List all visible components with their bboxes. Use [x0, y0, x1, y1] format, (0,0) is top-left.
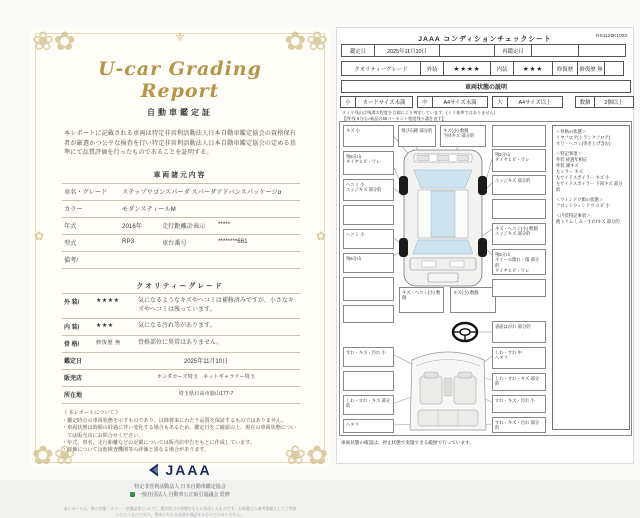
- callout-box-empty: [492, 279, 546, 297]
- callout-box: しわ・すれ・キズ 部分的: [492, 373, 546, 391]
- legend-key: 大: [492, 96, 508, 108]
- info-value: ホンダカーズ埼玉 ネットギャラリー埼玉: [156, 374, 256, 381]
- leader-lines: [392, 134, 492, 426]
- vehicle-condition-section-title: 車両状態の説明: [341, 80, 631, 93]
- repair-history-label: 修復歴: [552, 61, 578, 76]
- appraisal-date-value: 2025年11月10日: [374, 44, 440, 57]
- info-row-date: [62, 352, 300, 369]
- about-report-section: [62, 410, 300, 455]
- spec-value: RP3: [122, 238, 135, 246]
- about-item: ・鑑定時点の車両状態を示すものであり、以降将来にわたり品質を保証するものではありません。: [62, 417, 287, 424]
- tire-note-2: 【例:残 5分山=新品の50パーセント程度残り溝を表す】: [342, 116, 446, 122]
- status-block-interior-notes: ＜内装特記事項＞ 他トリム しみ・すれ/キズ 部分的: [556, 213, 620, 225]
- callout-box: 残5分山 タイヤヒビ・ワレ: [492, 149, 546, 172]
- corner-flourish-icon: ❀✿: [284, 440, 328, 470]
- grade-label: 内 装/: [64, 325, 80, 332]
- quality-grade-label: クオリティーグレード: [341, 61, 421, 76]
- spec-value: ********661: [218, 238, 248, 246]
- spec-section-title: 車両諸元内容: [153, 171, 207, 179]
- spec-label: 備考/: [64, 257, 79, 265]
- legend-value: カードサイズ未満: [355, 96, 413, 108]
- car-interior-view-icon: [410, 352, 486, 430]
- callout-box: ヘコミ 小 エッジキズ 部分的: [343, 179, 394, 201]
- car-top-view-icon: [399, 150, 487, 286]
- side-flourish-icon: ✿: [34, 229, 45, 244]
- callout-box-empty: [492, 199, 546, 219]
- appraisal-date-row: [341, 44, 626, 57]
- certificate-intro-text: 本レポートに記載される車両は特定非営利活動法人日本自動車鑑定協会の資格保有者が厳選かつ公平な検査を行い特定非営利活動法人日本自動車鑑定協会の定める基準にて品質評価を行ったものであることを証明する。: [64, 130, 296, 157]
- re-appraisal-date-value: [531, 44, 579, 57]
- fair-trade-icon: [130, 492, 135, 497]
- sheet-bottom-note: 車両状態の確認は、停止状態で実施できる範囲で行っています。: [341, 440, 474, 445]
- status-block-frame: ＜骨格の状態＞ リヤフロア(トランクフロア) すり・ヘコミ(突き上げ含む): [556, 129, 611, 147]
- callout-box: ヘコミ 小: [343, 229, 394, 249]
- spec-row-year: [62, 217, 300, 234]
- callout-box: すれ・キズ・汚れ 小: [492, 395, 546, 413]
- star-rating: ★★★: [96, 323, 114, 330]
- callout-box: すれ・キズ・汚れ 小: [343, 347, 394, 367]
- side-flourish-icon: ✿: [315, 229, 326, 244]
- info-row-address: [62, 386, 300, 404]
- callout-box: 飛び石跡 部分的: [398, 125, 436, 147]
- grade-table: [62, 293, 300, 404]
- callout-box: すれ・キズ・汚れ 部分的: [492, 417, 546, 433]
- corner-flourish-icon: ✿❀: [32, 440, 76, 470]
- corner-flourish-icon: ✿❀: [284, 26, 328, 56]
- spec-row-color: [62, 200, 300, 217]
- legend-key: 小: [340, 96, 356, 108]
- repair-history-value: 修復歴 無: [577, 61, 605, 76]
- exterior-stars: ★★★★: [443, 61, 491, 76]
- spec-label: 車台番号: [162, 240, 187, 248]
- callout-box: 残5分山 ホイール擦れ・傷 部分的 タイヤヒビ・ワレ: [492, 249, 546, 275]
- vehicle-diagram-area: [339, 121, 632, 436]
- jaaa-logo-text: JAAA: [165, 461, 212, 478]
- certificate-footnote: 本レポートは、車の状態・カラー・装備品等について、鑑定時点の状態をもとに作成したものです。お車選びの参考情報としてご利用いただくものであり、将来にわたる品質を保証するものではありません。: [63, 505, 297, 517]
- legend-value: A4サイズ未満: [432, 96, 488, 108]
- spec-table: [62, 183, 300, 269]
- repair-history-value: 修復歴 無: [96, 340, 121, 347]
- org-line-1: 特定非営利活動法人 日本自動車鑑定協会: [134, 483, 226, 490]
- grade-row-exterior: [62, 293, 300, 318]
- vehicle-status-remarks-box: [552, 125, 630, 430]
- appraisal-date-label: 鑑定日: [341, 44, 375, 57]
- callout-box: 残5分山: [343, 253, 394, 273]
- spec-row-name: [62, 183, 300, 200]
- spec-value: 2016年: [122, 223, 142, 231]
- certificate-title: U-car Grading Report: [98, 58, 262, 102]
- empty-cell: [439, 44, 495, 57]
- info-label: 鑑定日: [64, 359, 83, 366]
- spec-value: モダンスティールM: [122, 206, 176, 214]
- info-label: 所在地: [64, 393, 83, 400]
- about-item: ・評価については他検査機関等の評価と異なる場合があります。: [62, 447, 210, 454]
- callout-box-empty: [492, 125, 546, 147]
- grade-description: 骨格部位に異常はありません。: [138, 340, 223, 347]
- grade-section-title: クオリティーグレード: [136, 282, 224, 290]
- jaaa-logo: [62, 462, 298, 478]
- callout-box: 残5分山 タイヤヒビ・ワレ: [343, 151, 394, 175]
- empty-cell: [604, 61, 624, 76]
- callout-box-empty: [343, 277, 394, 301]
- certificate-subtitle: 自動車鑑定証: [147, 108, 213, 117]
- legend-value: 2個以上: [594, 96, 634, 108]
- sheet-title: JAAA コンディションチェックシート: [418, 36, 552, 43]
- interior-label: 内装: [490, 61, 514, 76]
- spec-label: カラー: [64, 206, 83, 214]
- grade-description: 気になる汚れ等があります。: [138, 323, 216, 330]
- condition-check-sheet: [336, 27, 634, 464]
- org-line-2: 一般社団法人 自動車公正取引協議会 監修: [62, 491, 298, 499]
- callout-box: キズ・ヘコミ(小) 数個: [399, 287, 444, 313]
- callout-box-empty: [343, 371, 394, 391]
- callout-box: しわ・すれ・キズ 部分的: [343, 395, 394, 415]
- spec-label: 走行距離計表示: [162, 223, 206, 231]
- report-number: RS1125K1003: [596, 34, 627, 39]
- legend-key: 数個: [575, 96, 595, 108]
- certificate-content: [30, 28, 330, 517]
- callout-box: 表面はがれ 部分的: [492, 321, 546, 343]
- spec-value: *****: [218, 221, 231, 229]
- status-block-special-notes: ＜特記事項＞ 外装 経過年相応 外装 薄キズ 左ミラー キズ 左サイドスポイラー キズ 小 左サイドスポイラー 下回キズ 部分的: [556, 151, 623, 193]
- steering-wheel-icon: [453, 323, 477, 341]
- callout-box-empty: [343, 305, 394, 323]
- top-flourish-icon: ⚜: [173, 29, 187, 45]
- callout-box: キズ・ヘコミ(小) 数個 エッジキズ 部分的: [492, 223, 546, 245]
- jaaa-logo-mark-icon: [148, 463, 161, 477]
- re-appraisal-date-label: 再鑑定日: [494, 44, 532, 57]
- tire-note-1: タイヤ残山は残溝の程度を目測により判定しています。(ミリ基準ではありません): [342, 110, 496, 115]
- size-legend-row: [340, 96, 634, 108]
- interior-stars: ★★★: [513, 61, 553, 76]
- spec-label: 型式: [64, 240, 77, 248]
- about-title: 《 本レポートについて 》: [62, 409, 121, 416]
- spec-value: ステップワゴンスパーダ スパーダアドバンスパッケージα: [122, 189, 282, 197]
- grade-label: 外 装/: [64, 300, 80, 307]
- info-value: 埼玉県日高市鹿山177-7: [178, 391, 234, 398]
- spec-label: 年式: [64, 223, 77, 231]
- callout-box: エッジキズ 部分的: [492, 175, 546, 195]
- callout-box: キズ(小) 数個: [450, 287, 496, 313]
- spec-row-remarks: [62, 251, 300, 269]
- callout-box: キズ(小) 数個 下回キズ 部分的: [440, 125, 486, 147]
- callout-box: しわ・すれ 中 ヘタリ: [492, 347, 546, 369]
- grade-description: 気になるようなキズやヘコミは補修済みですが、小さなキズやヘコミは残っています。: [138, 298, 294, 313]
- spec-label: 車名・グレード: [64, 189, 108, 197]
- spec-row-model: [62, 234, 300, 251]
- about-item: ・車両状態は時間の経過に伴い変化する場合もあるため、鑑定日をご確認の上、現在の車両状態については販売店にお問合せください。: [62, 425, 297, 439]
- status-block-windows: ＜ウィンドウ類の状態＞ フロントウィンドウ ヒビ 小: [556, 197, 610, 209]
- star-rating: ★★★★: [96, 298, 120, 305]
- grade-row-frame: [62, 335, 300, 352]
- grading-report-certificate: [30, 26, 330, 517]
- quality-grade-row: [341, 61, 624, 76]
- corner-flourish-icon: ❀✿: [32, 26, 76, 56]
- legend-key: 中: [417, 96, 433, 108]
- organization-lines: [62, 483, 298, 499]
- info-row-dealer: [62, 369, 300, 386]
- info-value: 2025年11月10日: [183, 359, 229, 366]
- callout-box: ヘタリ: [343, 419, 394, 433]
- about-item: ・年式、車名、走行距離などの記載については販売店申告をもとに作成しています。: [62, 440, 256, 447]
- exterior-label: 外装: [420, 61, 444, 76]
- callout-box: キズ 小: [343, 125, 394, 147]
- info-label: 販売店: [64, 376, 83, 383]
- empty-cell: [578, 44, 626, 57]
- legend-value: A4サイズ以上: [507, 96, 563, 108]
- grade-row-interior: [62, 318, 300, 335]
- grade-label: 骨 格/: [64, 342, 80, 349]
- callout-box-empty: [343, 205, 394, 225]
